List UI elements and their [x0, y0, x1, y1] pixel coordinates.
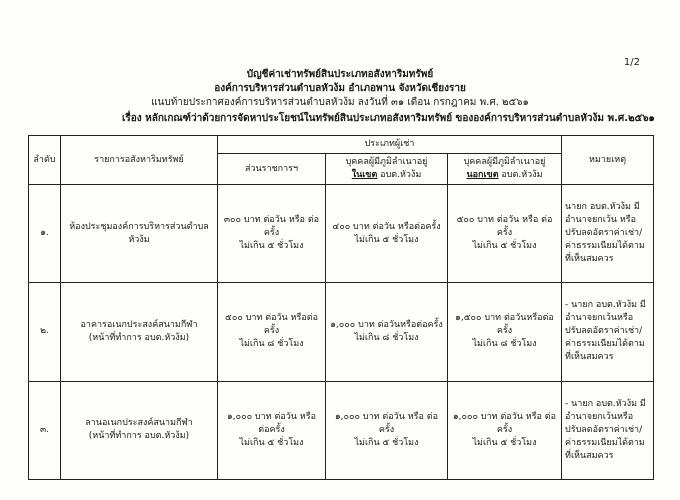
- org-name: องค์การบริหารส่วนตำบลหัวง้ม อำเภอพาน จังหวัดเชียงราย: [214, 83, 466, 94]
- row-out: [448, 185, 562, 283]
- col-in-header: [326, 154, 448, 185]
- row-note: นายก อบต.หัวง้ม มีอำนาจยกเว้น หรือ ปรับลดอัตราค่าเช่า/ค่าธรรมเนียมได้ตามที่เห็นสมควร: [562, 185, 654, 283]
- col-gov-header: ส่วนราชการฯ: [218, 154, 326, 185]
- doc-title: บัญชีค่าเช่าทรัพย์สินประเภทอสังหาริมทรัพย์: [246, 69, 434, 80]
- item-sub-text: (หน้าที่ทำการ อบต.หัวง้ม): [88, 332, 190, 343]
- rate-text: ๑,๐๐๐ บาท ต่อวัน หรือ ต่อครั้ง: [334, 411, 439, 435]
- out-area-label: นอกเขต: [466, 170, 499, 180]
- rate-text: ๕๐๐ บาท ต่อวัน หรือ ต่อครั้ง: [456, 215, 553, 239]
- row-in: [326, 381, 448, 479]
- row-gov: [218, 185, 326, 283]
- table-row: [29, 283, 654, 381]
- table-row: [29, 185, 654, 283]
- row-note: - นายก อบต.หัวง้ม มีอำนาจยกเว้นหรือ ปรับลดอัตราค่าเช่า/ค่าธรรมเนียมได้ตามที่เห็นสมควร: [562, 283, 654, 381]
- rate-text: ๔๐๐ บาท ต่อวัน หรือต่อครั้ง: [332, 221, 441, 232]
- limit-text: ไม่เกิน ๕ ชั่วโมง: [354, 234, 419, 245]
- row-note: - นายก อบต.หัวง้ม มีอำนาจยกเว้นหรือ ปรับลดอัตราค่าเช่า/ค่าธรรมเนียมได้ตามที่เห็นสมควร: [562, 381, 654, 479]
- row-item: ห้องประชุมองค์การบริหารส่วนตำบลหัวง้ม: [61, 185, 218, 283]
- table-row: [29, 381, 654, 479]
- limit-text: ไม่เกิน ๘ ชั่วโมง: [354, 332, 419, 343]
- limit-text: ไม่เกิน ๕ ชั่วโมง: [239, 241, 304, 252]
- row-gov: [218, 381, 326, 479]
- limit-text: ไม่เกิน ๕ ชั่วโมง: [354, 437, 419, 448]
- col-renter-header: ประเภทผู้เช่า: [218, 136, 562, 154]
- col-in-label: บุคคลผู้มีภูมิลำเนาอยู่: [345, 157, 428, 167]
- col-no-header: ลำดับ: [29, 136, 61, 185]
- limit-text: ไม่เกิน ๕ ชั่วโมง: [472, 437, 537, 448]
- in-org-label: อบต.หัวง้ม: [377, 170, 422, 180]
- row-no: ๒.: [29, 283, 61, 381]
- rate-text: ๑,๐๐๐ บาท ต่อวัน หรือ ต่อครั้ง: [227, 411, 316, 435]
- rate-text: ๑,๕๐๐ บาท ต่อวันหรือต่อครั้ง: [455, 313, 554, 337]
- limit-text: ไม่เกิน ๘ ชั่วโมง: [239, 339, 304, 350]
- row-no: ๑.: [29, 185, 61, 283]
- row-out: [448, 283, 562, 381]
- item-sub-text: (หน้าที่ทำการ อบต.หัวง้ม): [88, 431, 190, 442]
- row-in: [326, 283, 448, 381]
- limit-text: ไม่เกิน ๕ ชั่วโมง: [472, 241, 537, 252]
- limit-text: ไม่เกิน ๕ ชั่วโมง: [239, 437, 304, 448]
- col-item-header: รายการอสังหาริมทรัพย์: [61, 136, 218, 185]
- col-in-sub: [329, 169, 444, 182]
- row-item: [61, 381, 218, 479]
- limit-text: ไม่เกิน ๘ ชั่วโมง: [472, 339, 537, 350]
- announcement-line: แนบท้ายประกาศองค์การบริหารส่วนตำบลหัวง้ม ลงวันที่ ๓๑ เดือน กรกฎาคม พ.ศ. ๒๕๖๑: [151, 97, 529, 108]
- subject-line: เรื่อง หลักเกณฑ์ว่าด้วยการจัดหาประโยชน์ในทรัพย์สินประเภทอสังหาริมทรัพย์ ขององค์การบริหารส่วนตำบลหัวง้ม พ.ศ.๒๕๖๑: [122, 113, 655, 124]
- row-in: [326, 185, 448, 283]
- item-text: ลานอเนกประสงค์สนามกีฬา: [85, 418, 193, 429]
- rate-text: ๑,๐๐๐ บาท ต่อวันหรือต่อครั้ง: [330, 319, 443, 330]
- row-gov: [218, 283, 326, 381]
- row-item: [61, 283, 218, 381]
- row-out: [448, 381, 562, 479]
- col-out-sub: [451, 169, 558, 182]
- item-text: อาคารอเนกประสงค์สนามกีฬา: [80, 319, 198, 330]
- out-org-label: อบต.หัวง้ม: [498, 170, 543, 180]
- rent-table: [28, 135, 654, 480]
- in-area-label: ในเขต: [351, 170, 378, 180]
- rate-text: ๑,๐๐๐ บาท ต่อวัน หรือ ต่อครั้ง: [452, 411, 557, 435]
- rate-text: ๓๐๐ บาท ต่อวัน หรือ ต่อครั้ง: [223, 215, 320, 239]
- page-number: 1/2: [623, 57, 640, 68]
- row-no: ๓.: [29, 381, 61, 479]
- col-out-label: บุคคลผู้มีภูมิลำเนาอยู่: [463, 157, 546, 167]
- rate-text: ๕๐๐ บาท ต่อวัน หรือต่อครั้ง: [225, 313, 318, 337]
- col-note-header: หมายเหตุ: [562, 136, 654, 185]
- col-out-header: [448, 154, 562, 185]
- header-row: [29, 136, 654, 154]
